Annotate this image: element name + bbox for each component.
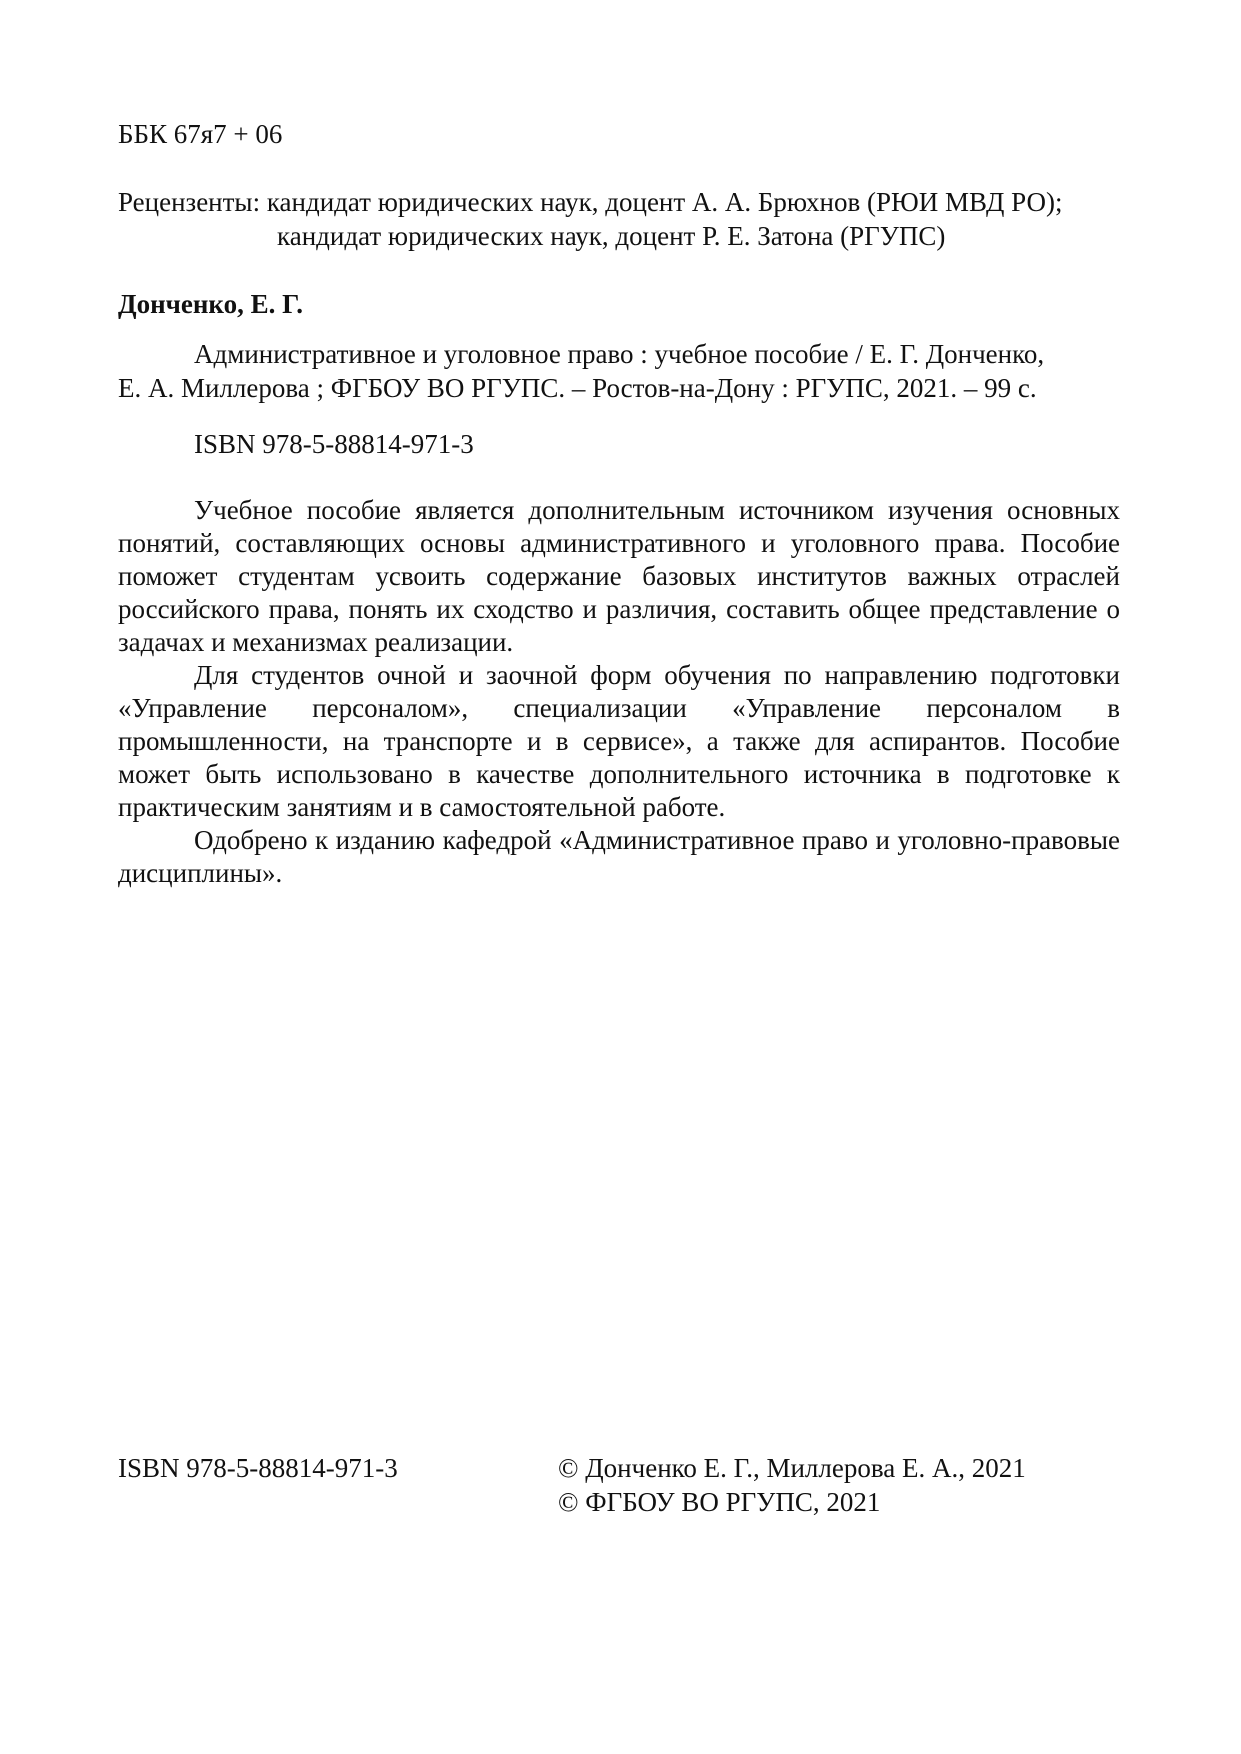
footer-copyright-publisher: © ФГБОУ ВО РГУПС, 2021 <box>558 1487 881 1517</box>
bibliographic-line-1: Административное и уголовное право : учебное пособие / Е. Г. Донченко, <box>194 339 1045 369</box>
reviewers-line-1 <box>118 186 1062 219</box>
annotation-paragraph-1: Учебное пособие является дополнительным источником изучения основных понятий, составляющих основы административного и уголовного права. Пособие поможет студентам усвоить содержание базовых институтов важных отраслей российского права, понять их сходство и различия, составить общее представление о задачах и механизмах реализации. <box>118 495 1120 657</box>
reviewer-first: кандидат юридических наук, доцент А. А. Брюхнов (РЮИ МВД РО); <box>266 187 1063 217</box>
reviewer-second: кандидат юридических наук, доцент Р. Е. Затона (РГУПС) <box>277 221 946 251</box>
isbn-line: ISBN 978-5-88814-971-3 <box>194 429 474 459</box>
annotation-paragraph-2: Для студентов очной и заочной форм обучения по направлению подготовки «Управление персоналом», специализации «Управление персоналом в промышленности, на транспорте и в сервисе», а также для аспирантов. Пособие может быть использовано в качестве дополнительного источника в подготовке к практическим занятиям и в самостоятельной работе. <box>118 660 1120 822</box>
annotation <box>118 494 1120 890</box>
bbk-index: ББК 67я7 + 06 <box>118 119 283 149</box>
footer-isbn: ISBN 978-5-88814-971-3 <box>118 1453 398 1483</box>
author-heading: Донченко, Е. Г. <box>118 289 303 319</box>
footer-copyright-authors: © Донченко Е. Г., Миллерова Е. А., 2021 <box>558 1453 1026 1483</box>
reviewers-label: Рецензенты: <box>118 187 261 217</box>
annotation-paragraph-3: Одобрено к изданию кафедрой «Административное право и уголовно-правовые дисциплины». <box>118 825 1120 888</box>
bibliographic-line-2: Е. А. Миллерова ; ФГБОУ ВО РГУПС. – Ростов-на-Дону : РГУПС, 2021. – 99 с. <box>118 373 1037 403</box>
